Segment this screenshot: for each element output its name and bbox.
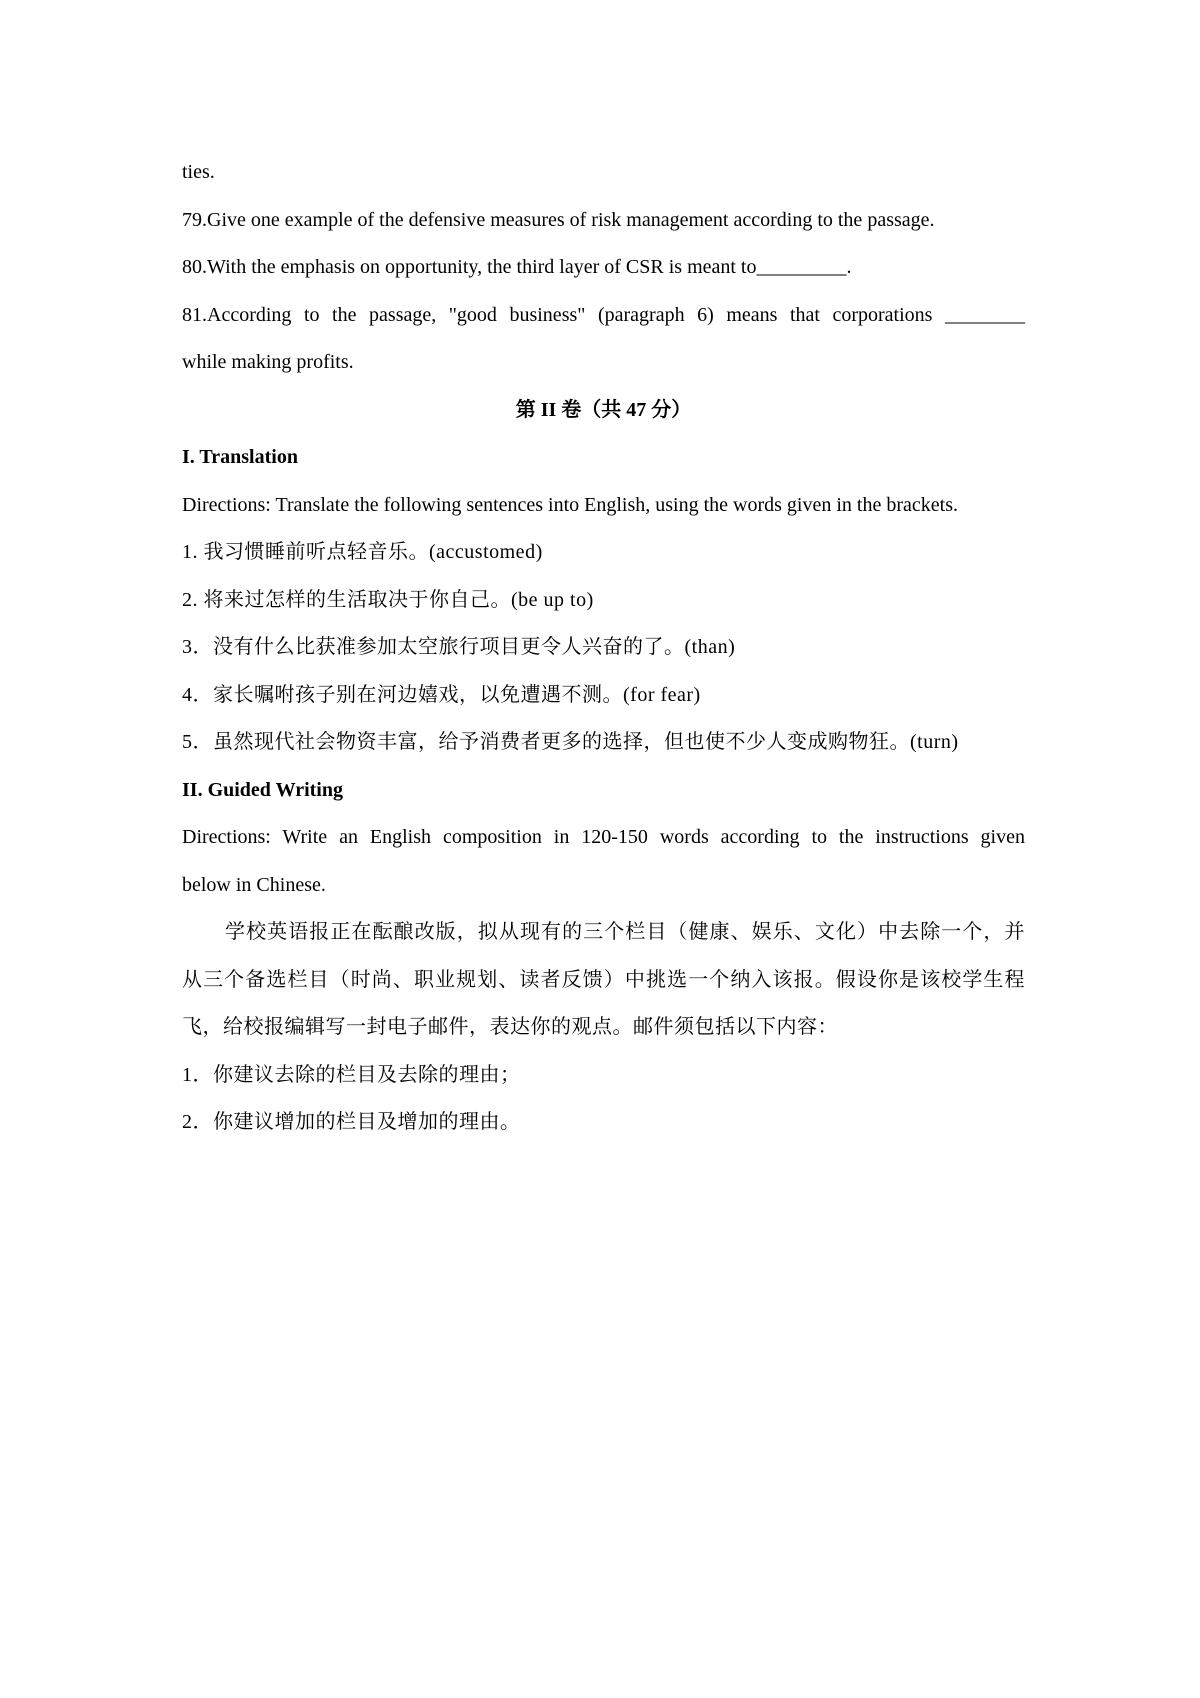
page-content [182,149,1025,1147]
translation-heading: I. Translation [182,446,298,468]
translation-item-4: 4．家长嘱咐孩子别在河边嬉戏，以免遭遇不测。(for fear) [182,683,701,706]
translation-directions: Directions: Translate the following sentences into English, using the words given in the brackets. [182,493,958,516]
writing-prompt-line-3: 飞，给校报编辑写一封电子邮件，表达你的观点。邮件须包括以下内容： [182,1016,838,1038]
writing-directions-line-2: below in Chinese. [182,873,326,896]
writing-directions-line-1: Directions: Write an English composition in 120-150 words according to the instructions given [182,826,1025,848]
writing-point-1: 1．你建议去除的栏目及去除的理由； [182,1063,521,1086]
reading-continuation: ties. [182,161,215,183]
question-80: 80.With the emphasis on opportunity, the third layer of CSR is meant to_________. [182,256,852,278]
translation-item-1: 1. 我习惯睡前听点轻音乐。(accustomed) [182,541,543,563]
question-79: 79.Give one example of the defensive measures of risk management according to the passage. [182,208,935,231]
writing-point-2: 2．你建议增加的栏目及增加的理由。 [182,1111,521,1133]
translation-item-5: 5．虽然现代社会物资丰富，给予消费者更多的选择，但也使不少人变成购物狂。(turn) [182,731,959,753]
translation-item-2: 2. 将来过怎样的生活取决于你自己。(be up to) [182,588,594,611]
writing-prompt-line-2: 从三个备选栏目（时尚、职业规划、读者反馈）中挑选一个纳入该报。假设你是该校学生程 [182,968,1025,991]
translation-item-3: 3．没有什么比获准参加太空旅行项目更令人兴奋的了。(than) [182,636,736,658]
question-81-line-1: 81.According to the passage, "good business" (paragraph 6) means that corporations ________ [182,303,1025,326]
part-2-title: 第 II 卷（共 47 分） [515,398,692,421]
writing-heading: II. Guided Writing [182,778,343,801]
question-81-line-2: while making profits. [182,351,354,373]
writing-prompt-line-1: 学校英语报正在酝酿改版，拟从现有的三个栏目（健康、娱乐、文化）中去除一个，并 [225,921,1025,943]
